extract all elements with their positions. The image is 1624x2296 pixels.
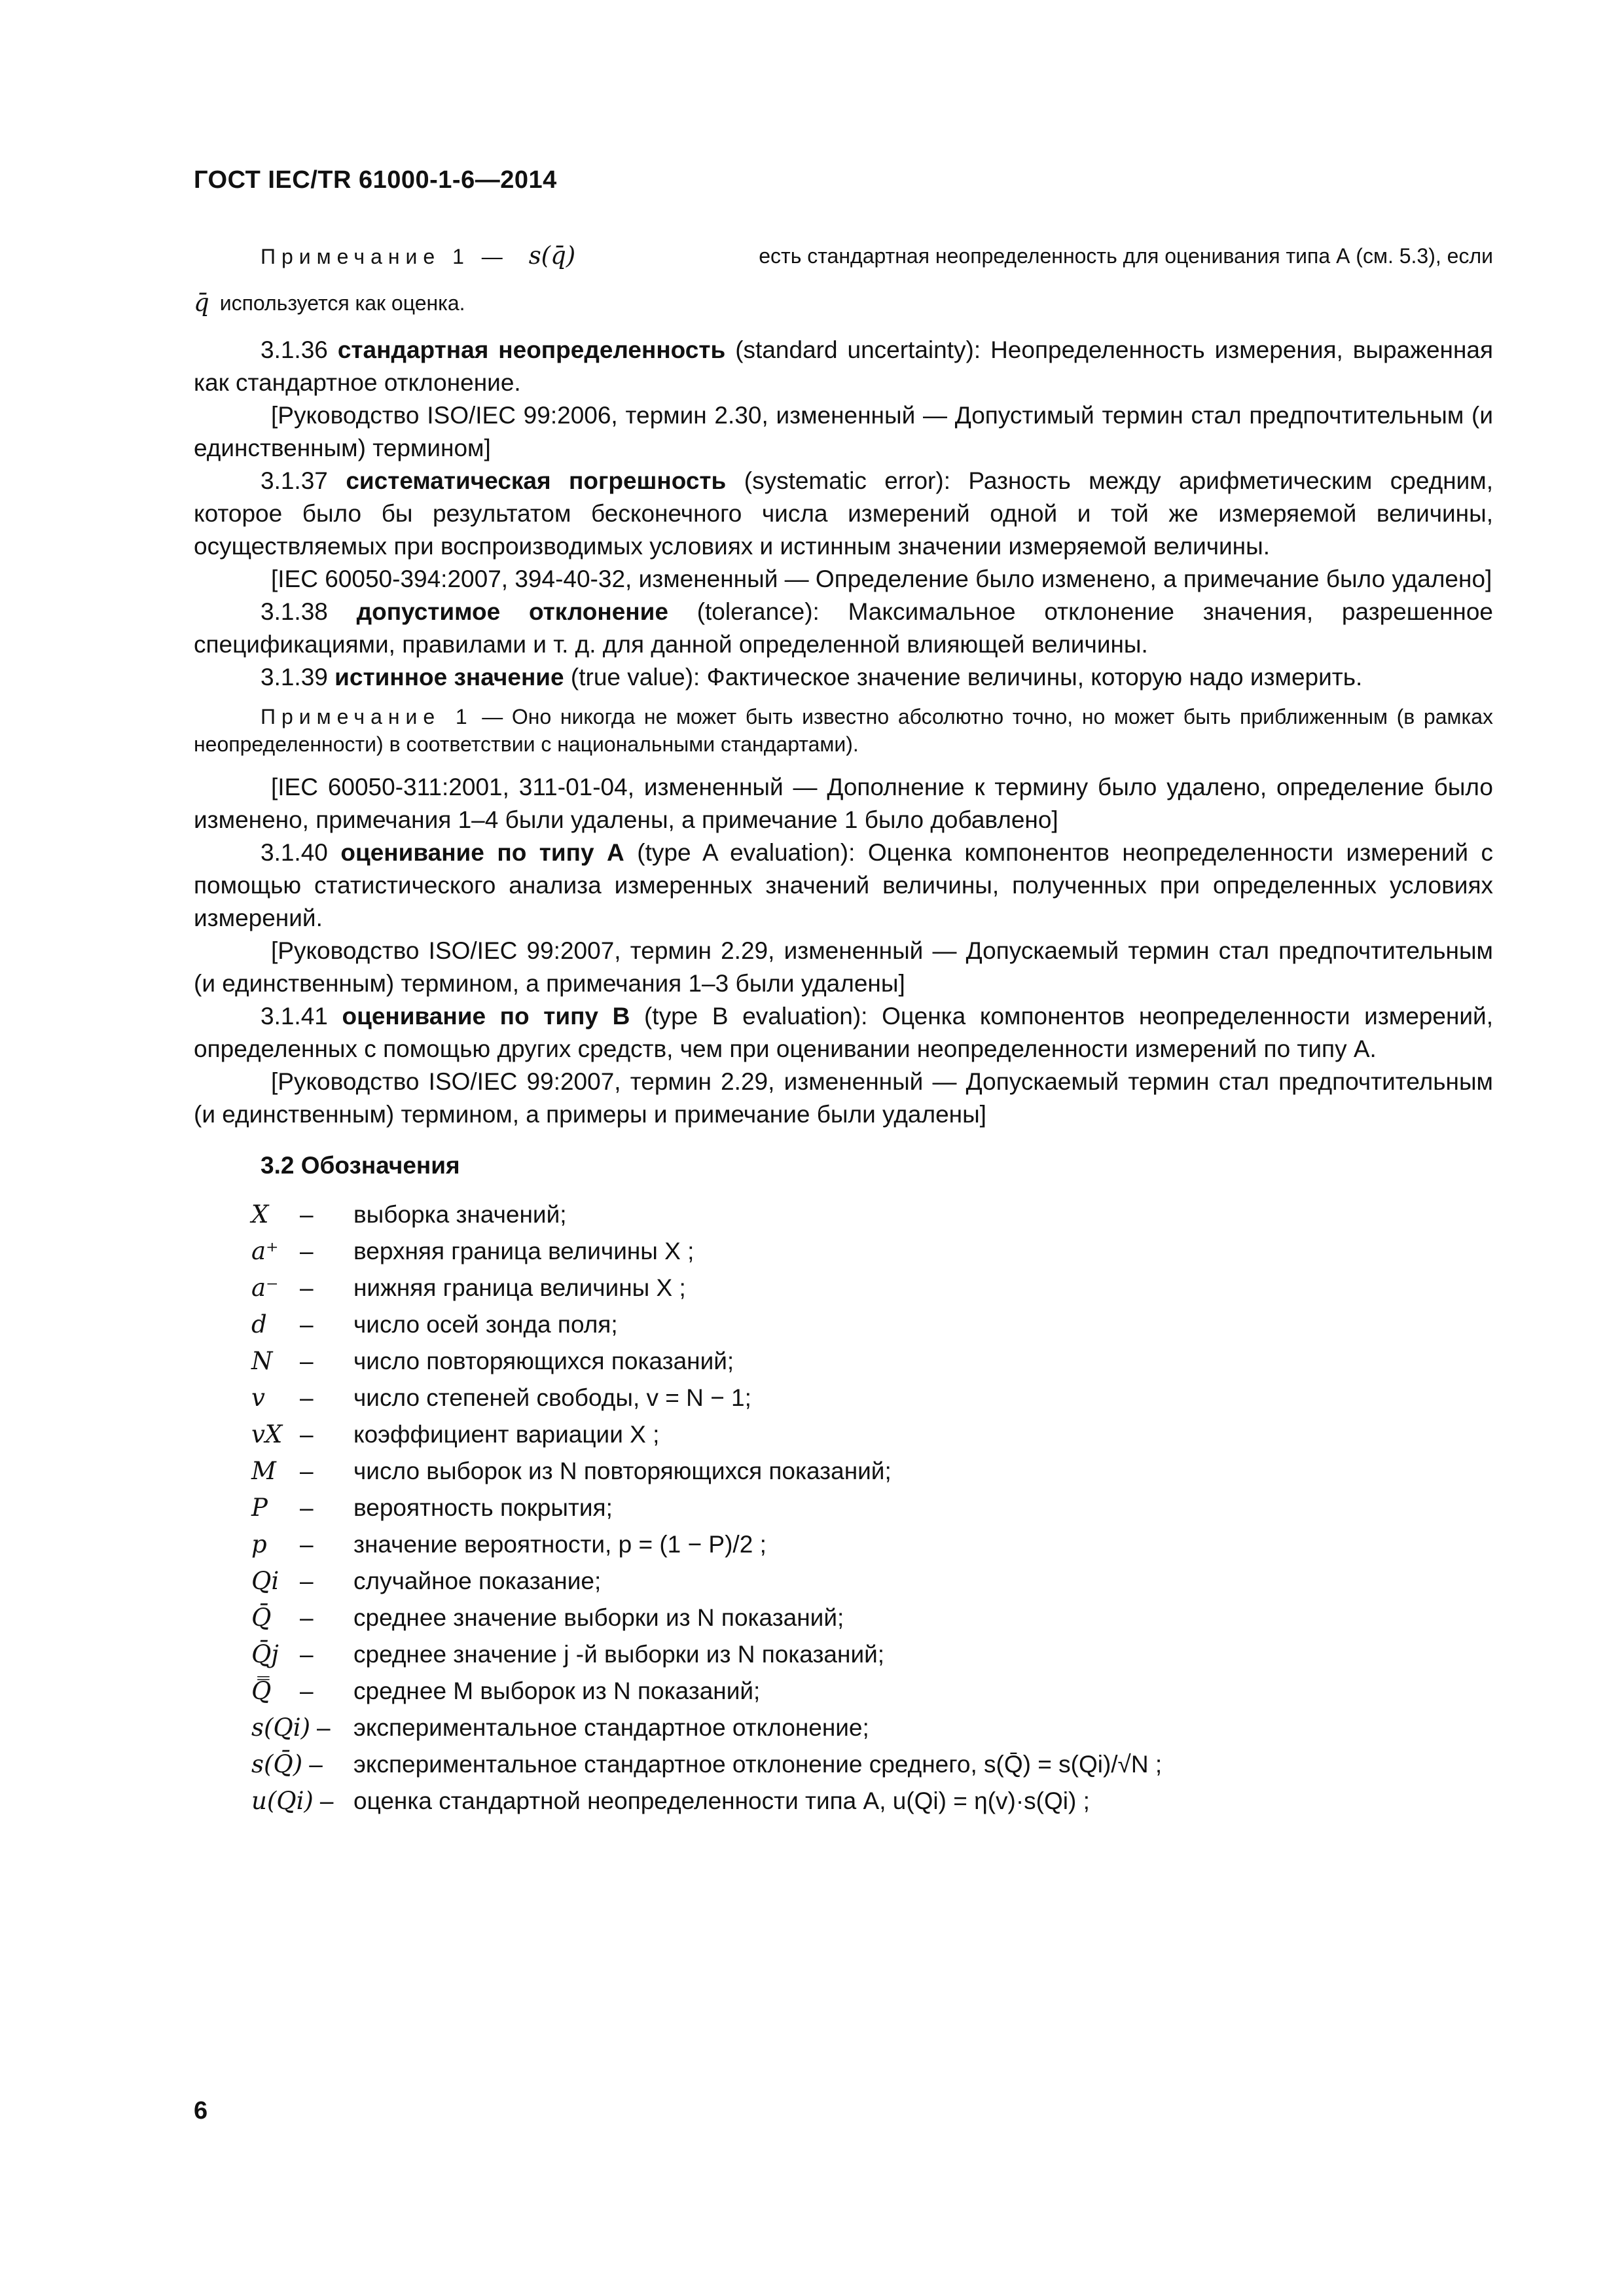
page-number: 6: [194, 2097, 208, 2125]
symbol-definition: экспериментальное стандартное отклонение;: [353, 1714, 869, 1741]
note-cont-text: используется как оценка.: [219, 291, 465, 315]
symbol-row: [251, 1783, 1493, 1820]
symbol: a⁺: [251, 1237, 279, 1265]
symbol-row: [251, 1636, 1493, 1673]
symbol-row: [251, 1270, 1493, 1306]
symbol-row: [251, 1600, 1493, 1636]
symbol-dash: –: [300, 1677, 314, 1704]
symbol-definition: верхняя граница величины X ;: [353, 1238, 695, 1265]
symbol-definition: среднее значение j -й выборки из N показаний;: [353, 1641, 885, 1668]
symbol-row: [251, 1343, 1493, 1380]
symbol: Q̄: [251, 1604, 272, 1632]
term-name: систематическая погрешность: [346, 467, 727, 494]
symbol: X: [251, 1200, 269, 1229]
term-source: [IEC 60050-394:2007, 394-40-32, измененный — Определение было изменено, а примечание было удалено]: [271, 565, 1492, 592]
term-note: [194, 703, 1493, 758]
symbol-definition: нижняя граница величины X ;: [353, 1274, 686, 1301]
symbol-row: [251, 1710, 1493, 1746]
symbol: M: [251, 1457, 276, 1485]
symbol-row: [251, 1233, 1493, 1270]
note-label: Примечание 1: [261, 705, 473, 728]
term-number: 3.1.38: [261, 598, 328, 625]
symbol-dash: –: [300, 1458, 314, 1484]
term-3-1-41: [194, 1000, 1493, 1066]
symbol-definition: число осей зонда поля;: [353, 1311, 618, 1338]
symbol: vX: [251, 1420, 283, 1448]
symbol-row: [251, 1306, 1493, 1343]
term-definition: (tolerance): Максимальное отклонение значения, разрешенное спецификациями, правилами и т. д. для данной определенной влияющей величины.: [194, 598, 1494, 658]
term-source: [Руководство ISO/IEC 99:2007, термин 2.29, измененный — Допускаемый термин стал предпочтительным (и единственным) термином, а примечания 1–3 были удалены]: [194, 937, 1493, 997]
symbol-row: [251, 1746, 1493, 1783]
symbol-dash: –: [309, 1751, 323, 1778]
symbol: P: [251, 1494, 268, 1522]
symbol-dash: –: [319, 1787, 334, 1814]
symbol-definition: среднее значение выборки из N показаний;: [353, 1604, 844, 1631]
term-number: 3.1.37: [261, 467, 328, 494]
note-top: [194, 232, 1493, 317]
note-text: — Оно никогда не может быть известно абсолютно точно, но может быть приближенным (в рамках неопределенности) в соответствии с национальными стандартами).: [194, 705, 1494, 756]
term-number: 3.1.39: [261, 664, 328, 691]
term-name: оценивание по типу А: [340, 839, 624, 866]
term-3-1-39: [194, 661, 1493, 694]
symbol-definition: число повторяющихся показаний;: [353, 1348, 734, 1374]
term-name: стандартная неопределенность: [337, 336, 726, 363]
symbol-definition: вероятность покрытия;: [353, 1494, 613, 1521]
symbol-definition: коэффициент вариации X ;: [353, 1421, 660, 1448]
term-3-1-37: [194, 465, 1493, 563]
symbol-row: [251, 1453, 1493, 1490]
note-math: s(q̄): [528, 241, 576, 270]
note-cont-math: q̄: [194, 289, 209, 317]
note-text: есть стандартная неопределенность для оценивания типа А (см. 5.3), если: [759, 244, 1493, 268]
symbol: N: [251, 1347, 273, 1375]
term-number: 3.1.36: [261, 336, 328, 363]
symbol-row: [251, 1196, 1493, 1233]
symbol-definition: экспериментальное стандартное отклонение среднего, s(Q̄) = s(Qi)/√N ;: [353, 1751, 1163, 1778]
symbol-row: [251, 1380, 1493, 1416]
term-3-1-36: [194, 334, 1493, 399]
symbol: p: [251, 1530, 267, 1558]
symbol-dash: –: [300, 1421, 314, 1448]
symbol: Qi: [251, 1567, 280, 1595]
symbol-row: [251, 1526, 1493, 1563]
term-source: [Руководство ISO/IEC 99:2007, термин 2.29, измененный — Допускаемый термин стал предпочтительным (и единственным) термином, а примеры и примечание были удалены]: [194, 1068, 1493, 1128]
symbol-definition: число выборок из N повторяющихся показаний;: [353, 1458, 892, 1484]
symbol-dash: –: [300, 1348, 314, 1374]
symbol-row: [251, 1416, 1493, 1453]
symbol-definition: значение вероятности, p = (1 − P)/2 ;: [353, 1531, 767, 1558]
symbol-dash: –: [300, 1494, 314, 1521]
symbol-definition: выборка значений;: [353, 1201, 567, 1228]
term-3-1-40: [194, 836, 1493, 935]
document-header: ГОСТ IEC/TR 61000-1-6—2014: [194, 166, 557, 194]
term-number: 3.1.41: [261, 1003, 328, 1030]
symbol: d: [251, 1310, 267, 1338]
symbol-row: [251, 1490, 1493, 1526]
document-body: [194, 232, 1493, 1820]
symbol: v: [251, 1384, 265, 1412]
note-label: Примечание 1 —: [261, 244, 509, 268]
symbol-definition: среднее M выборок из N показаний;: [353, 1677, 761, 1704]
symbol-row: [251, 1563, 1493, 1600]
symbol-dash: –: [317, 1714, 331, 1741]
section-title: 3.2 Обозначения: [261, 1152, 460, 1179]
symbol-dash: –: [300, 1311, 314, 1338]
symbol-dash: –: [300, 1238, 314, 1265]
symbol-dash: –: [300, 1568, 314, 1594]
symbol-dash: –: [300, 1531, 314, 1558]
symbol: Q̿: [251, 1677, 272, 1705]
term-definition: (standard uncertainty): Неопределенность измерения, выраженная как стандартное отклонение.: [194, 336, 1494, 396]
symbol-list: [251, 1196, 1493, 1820]
term-definition: (type A evaluation): Оценка компонентов неопределенности измерений с помощью статистического анализа измеренных значений величины, полученных при определенных условиях измерений.: [194, 839, 1494, 931]
term-definition: (systematic error): Разность между арифметическим средним, которое было бы результатом бесконечного числа измерений одной и той же измеряемой величины, осуществляемых при воспроизводимых условиях и истинным значении измеряемой величины.: [194, 467, 1494, 560]
symbol: a⁻: [251, 1274, 279, 1302]
symbol: u(Qi): [251, 1787, 314, 1815]
symbol-dash: –: [300, 1641, 314, 1668]
symbol: s(Q̄): [251, 1750, 303, 1778]
symbol-dash: –: [300, 1201, 314, 1228]
term-definition: (true value): Фактическое значение величины, которую надо измерить.: [570, 664, 1363, 691]
term-3-1-38: [194, 596, 1493, 661]
term-source: [IEC 60050-311:2001, 311-01-04, измененный — Дополнение к термину было удалено, определение было изменено, примечания 1–4 были удалены, а примечание 1 было добавлено]: [194, 774, 1493, 833]
symbol: s(Qi): [251, 1713, 311, 1742]
term-name: оценивание по типу В: [342, 1003, 630, 1030]
term-definition: (type B evaluation): Оценка компонентов неопределенности измерений, определенных с помощью других средств, чем при оценивании неопределенности измерений по типу А.: [194, 1003, 1494, 1062]
symbol-definition: число степеней свободы, v = N − 1;: [353, 1384, 751, 1411]
symbol-definition: оценка стандартной неопределенности типа А, u(Qi) = η(v)·s(Qi) ;: [353, 1787, 1090, 1814]
term-name: допустимое отклонение: [356, 598, 668, 625]
symbol-row: [251, 1673, 1493, 1710]
term-name: истинное значение: [334, 664, 564, 691]
symbol: Q̄j: [251, 1640, 279, 1668]
term-source: [Руководство ISO/IEC 99:2006, термин 2.30, измененный — Допустимый термин стал предпочтительным (и единственным) термином]: [194, 402, 1493, 461]
symbol-definition: случайное показание;: [353, 1568, 602, 1594]
symbol-dash: –: [300, 1274, 314, 1301]
symbol-dash: –: [300, 1384, 314, 1411]
symbol-dash: –: [300, 1604, 314, 1631]
term-number: 3.1.40: [261, 839, 328, 866]
